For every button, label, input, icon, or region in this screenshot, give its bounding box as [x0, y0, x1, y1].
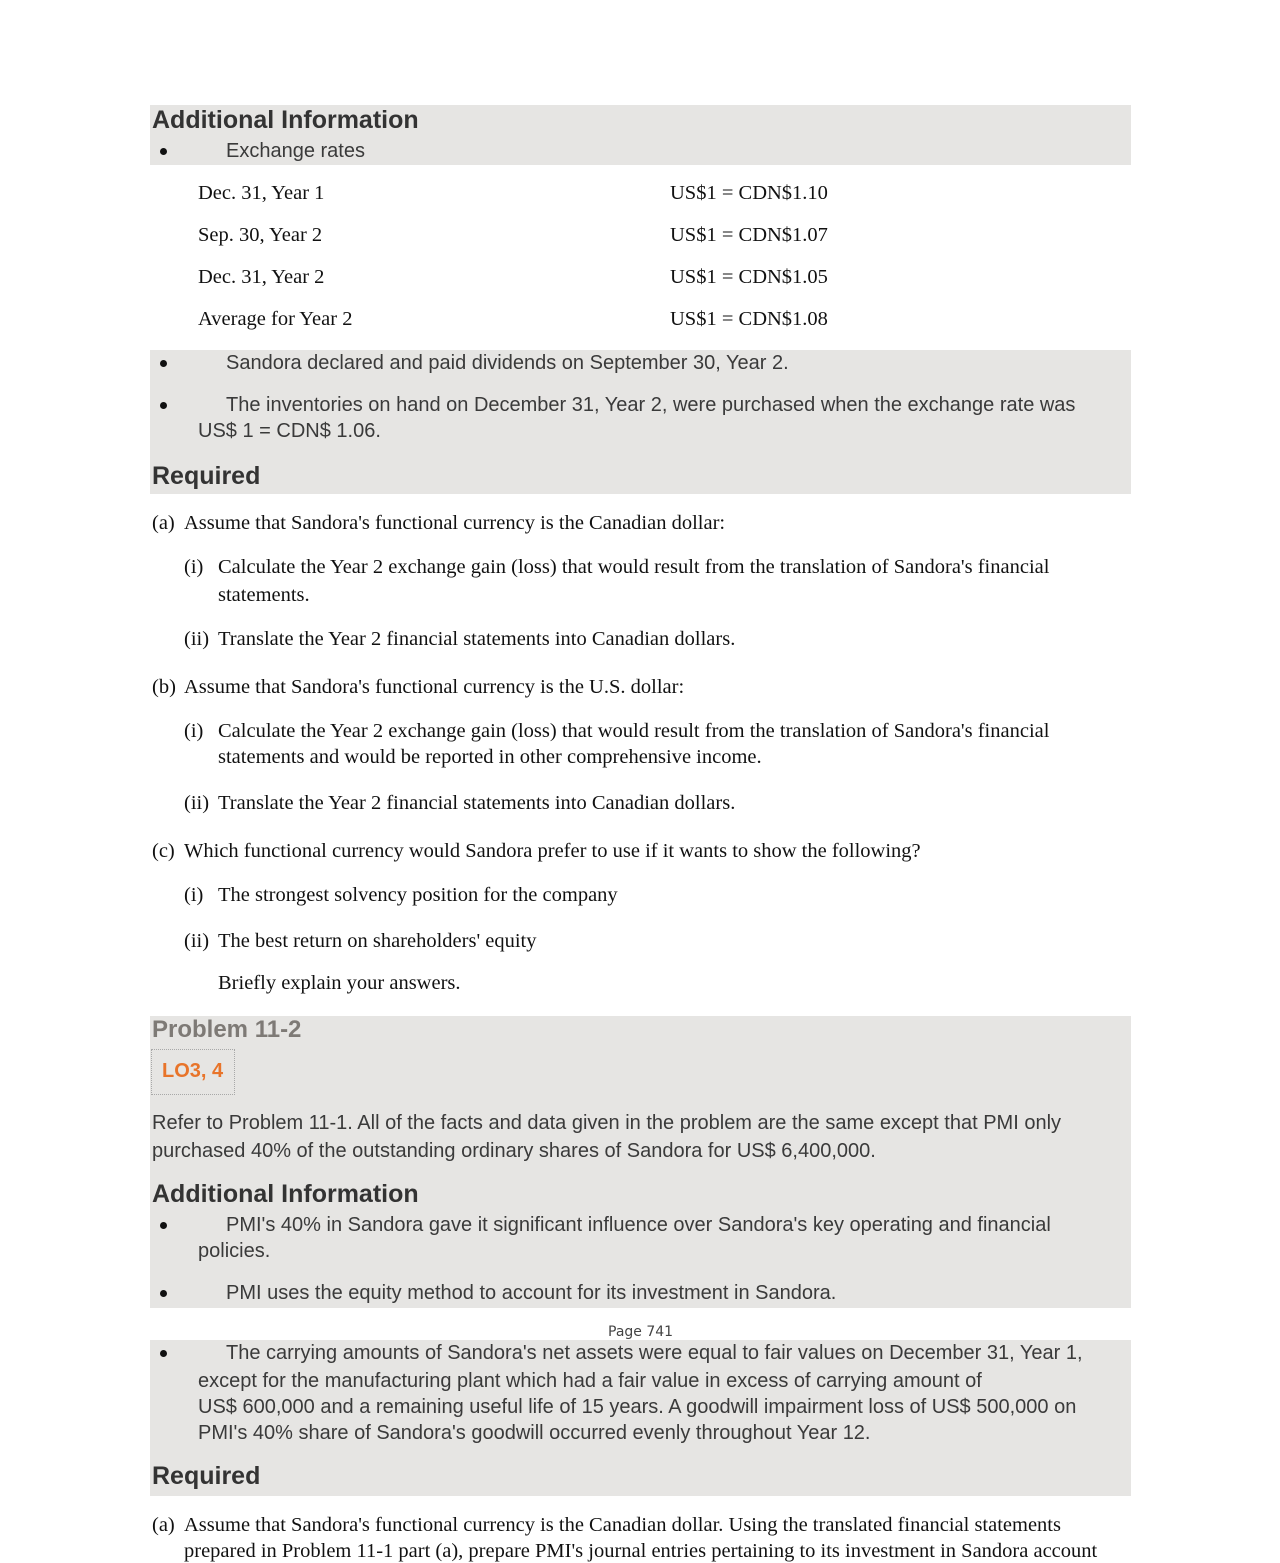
required2-a-line2: prepared in Problem 11-1 part (a), prepare PMI's journal entries pertaining to its investment in Sandora account	[184, 1540, 1098, 1562]
carrying-bullet-line1: The carrying amounts of Sandora's net assets were equal to fair values on December 31, Year 1,	[226, 1342, 1083, 1364]
required-heading: Required	[152, 462, 261, 490]
item-label: (c)	[152, 840, 175, 862]
equity-method-bullet: PMI uses the equity method to account for its investment in Sandora.	[226, 1282, 837, 1304]
bullet-dot	[160, 148, 167, 155]
influence-bullet-line1: PMI's 40% in Sandora gave it significant influence over Sandora's key operating and financial	[226, 1214, 1051, 1236]
item-label: (ii)	[184, 792, 210, 814]
item-b-text: Assume that Sandora's functional currency is the U.S. dollar:	[184, 676, 685, 698]
rate-value: US$1 = CDN$1.05	[670, 266, 828, 288]
rate-value: US$1 = CDN$1.10	[670, 182, 828, 204]
carrying-bullet-line3: US$ 600,000 and a remaining useful life of 15 years. A goodwill impairment loss of US$ 500,000 on	[198, 1396, 1077, 1418]
problem-title: Problem 11-2	[152, 1016, 302, 1043]
item-c-i-text: The strongest solvency position for the company	[218, 884, 618, 906]
item-a-text: Assume that Sandora's functional currency is the Canadian dollar:	[184, 512, 726, 534]
item-b-i-line1: Calculate the Year 2 exchange gain (loss) that would result from the translation of Sandora's financial	[218, 720, 1050, 742]
explain-note: Briefly explain your answers.	[218, 972, 461, 994]
rate-value: US$1 = CDN$1.07	[670, 224, 828, 246]
additional-info-heading-2: Additional Information	[152, 1180, 419, 1208]
inventories-bullet-line1: The inventories on hand on December 31, Year 2, were purchased when the exchange rate was	[226, 394, 1076, 416]
item-label: (a)	[152, 1514, 175, 1536]
learning-objective-link[interactable]: LO3, 4	[162, 1060, 224, 1082]
problem-intro-line1: Refer to Problem 11-1. All of the facts and data given in the problem are the same except that PMI only	[152, 1112, 1062, 1134]
item-a-i-line2: statements.	[218, 584, 310, 606]
item-label: (i)	[184, 556, 204, 578]
item-label: (a)	[152, 512, 175, 534]
item-b-i-line2: statements and would be reported in other comprehensive income.	[218, 746, 762, 768]
item-c-ii-text: The best return on shareholders' equity	[218, 930, 537, 952]
inventories-bullet-line2: US$ 1 = CDN$ 1.06.	[198, 420, 381, 442]
bullet-dot	[160, 402, 167, 409]
bullet-dot	[160, 1290, 167, 1297]
rate-date: Dec. 31, Year 2	[198, 266, 325, 288]
item-label: (ii)	[184, 628, 210, 650]
exchange-rates-label: Exchange rates	[226, 140, 365, 162]
rate-date: Sep. 30, Year 2	[198, 224, 323, 246]
additional-info-heading: Additional Information	[152, 106, 419, 134]
required-heading-2: Required	[152, 1462, 261, 1490]
required2-a-line1: Assume that Sandora's functional currency is the Canadian dollar. Using the translated financial statements	[184, 1514, 1061, 1536]
item-label: (i)	[184, 884, 204, 906]
carrying-bullet-line4: PMI's 40% share of Sandora's goodwill occurred evenly throughout Year 12.	[198, 1422, 871, 1444]
rate-value: US$1 = CDN$1.08	[670, 308, 828, 330]
bullet-dot	[160, 1350, 167, 1357]
dividends-bullet: Sandora declared and paid dividends on September 30, Year 2.	[226, 352, 789, 374]
item-label: (i)	[184, 720, 204, 742]
bullet-dot	[160, 360, 167, 367]
bullet-dot	[160, 1222, 167, 1229]
rate-date: Dec. 31, Year 1	[198, 182, 325, 204]
item-label: (b)	[152, 676, 176, 698]
item-c-text: Which functional currency would Sandora prefer to use if it wants to show the following?	[184, 840, 921, 862]
item-label: (ii)	[184, 930, 210, 952]
rate-date: Average for Year 2	[198, 308, 353, 330]
item-a-ii-text: Translate the Year 2 financial statements into Canadian dollars.	[218, 628, 736, 650]
problem-intro-line2: purchased 40% of the outstanding ordinary shares of Sandora for US$ 6,400,000.	[152, 1140, 876, 1162]
page-number: Page 741	[608, 1324, 674, 1340]
item-a-i-line1: Calculate the Year 2 exchange gain (loss) that would result from the translation of Sandora's financial	[218, 556, 1050, 578]
influence-bullet-line2: policies.	[198, 1240, 271, 1262]
item-b-ii-text: Translate the Year 2 financial statements into Canadian dollars.	[218, 792, 736, 814]
carrying-bullet-line2: except for the manufacturing plant which had a fair value in excess of carrying amount of	[198, 1370, 982, 1392]
